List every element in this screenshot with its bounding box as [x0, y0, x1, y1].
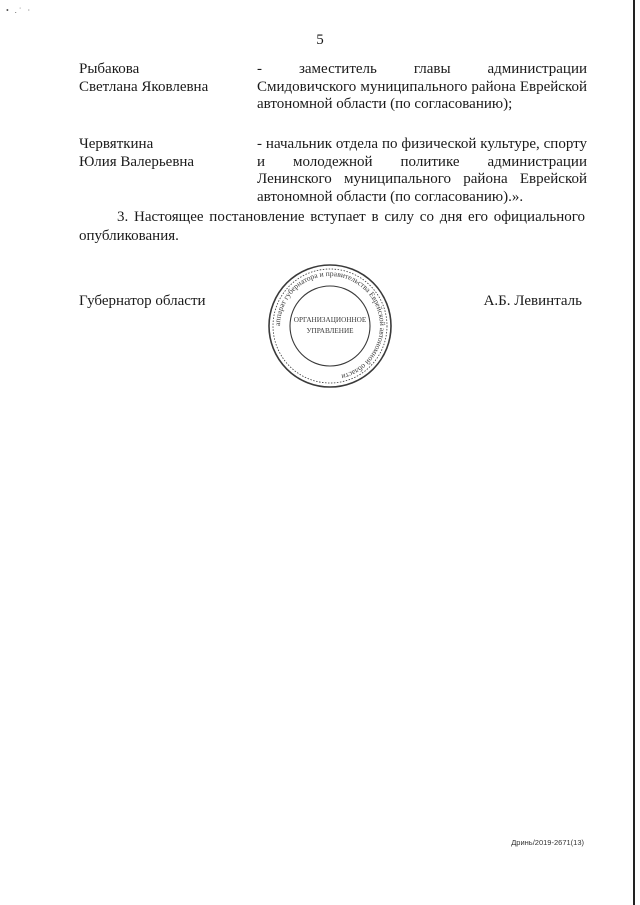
document-code: Дринь/2019-2671(13)	[511, 838, 584, 847]
member-given-names: Юлия Валерьевна	[79, 153, 195, 170]
member-surname: Рыбакова	[79, 61, 140, 77]
seal-ring-text: аппарат губернатора и правительства Еврейской автономной области	[272, 268, 388, 382]
scan-edge-line	[633, 0, 635, 905]
member-position: - заместитель главы администрации Смидовичского муниципального района Еврейской автономной области (по согласованию);	[257, 61, 587, 113]
member-name	[79, 61, 249, 96]
member-surname: Червяткина	[79, 136, 154, 152]
clause-3: 3. Настоящее постановление вступает в силу со дня его официального опубликования.	[79, 209, 585, 244]
seal-center-line1: ОРГАНИЗАЦИОННОЕ	[293, 316, 367, 324]
seal-outer-ring	[269, 265, 391, 387]
member-given-names: Светлана Яковлевна	[79, 78, 209, 95]
seal-center-line2: УПРАВЛЕНИЕ	[306, 327, 354, 335]
page-number: 5	[316, 32, 324, 48]
signer-title: Губернатор области	[79, 293, 206, 309]
scan-artifact: • .˙ ·	[6, 6, 33, 15]
seal-inner-ring	[290, 286, 370, 366]
signer-name: А.Б. Левинталь	[483, 293, 582, 309]
member-name	[79, 136, 249, 171]
member-position: - начальник отдела по физической культуре, спорту и молодежной политике администрации Ленинского муниципального района Еврейской автономной области (по согласованию).».	[257, 136, 587, 205]
official-seal	[266, 262, 394, 390]
